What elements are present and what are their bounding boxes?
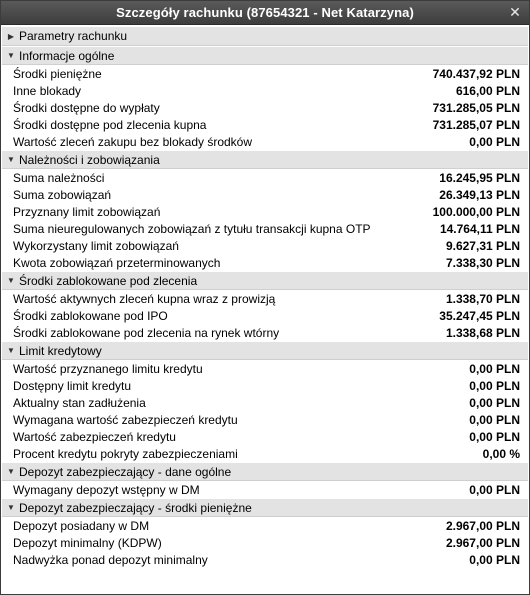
detail-value: 2.967,00 PLN [445, 535, 520, 550]
detail-label: Depozyt minimalny (KDPW) [13, 535, 162, 550]
triangle-down-icon[interactable]: ▼ [7, 276, 15, 285]
detail-value: 7.338,30 PLN [445, 255, 520, 270]
detail-label: Środki pieniężne [13, 66, 102, 81]
triangle-down-icon[interactable]: ▼ [7, 155, 15, 164]
triangle-down-icon[interactable]: ▼ [7, 503, 15, 512]
detail-value: 35.247,45 PLN [439, 308, 520, 323]
detail-value: 2.967,00 PLN [445, 518, 520, 533]
detail-row [2, 254, 528, 271]
detail-row [2, 360, 528, 377]
detail-row [2, 65, 528, 82]
detail-row [2, 428, 528, 445]
detail-value: 0,00 PLN [469, 552, 520, 567]
detail-label: Dostępny limit kredytu [13, 378, 132, 393]
detail-value: 100.000,00 PLN [432, 204, 520, 219]
detail-label: Suma zobowiązań [13, 187, 112, 202]
triangle-down-icon[interactable]: ▼ [7, 51, 15, 60]
detail-row [2, 237, 528, 254]
detail-label: Suma nieuregulowanych zobowiązań z tytułu transakcji kupna OTP [13, 221, 371, 236]
section-header[interactable] [2, 462, 528, 481]
detail-value: 0,00 PLN [469, 429, 520, 444]
window-title: Szczegóły rachunku (87654321 - Net Katarzyna) [116, 5, 414, 20]
detail-row [2, 203, 528, 220]
detail-value: 16.245,95 PLN [439, 170, 520, 185]
detail-row [2, 534, 528, 551]
section-header[interactable] [2, 341, 528, 360]
detail-label: Inne blokady [13, 83, 82, 98]
triangle-right-icon[interactable]: ▶ [7, 31, 15, 41]
detail-row [2, 517, 528, 534]
detail-row [2, 220, 528, 237]
section-title: Parametry rachunku [19, 29, 128, 43]
detail-row [2, 394, 528, 411]
detail-value: 731.285,07 PLN [432, 117, 520, 132]
detail-row [2, 133, 528, 150]
detail-row [2, 481, 528, 498]
detail-value: 0,00 % [482, 446, 520, 461]
detail-value: 26.349,13 PLN [439, 187, 520, 202]
details-panel [2, 26, 528, 593]
detail-row [2, 324, 528, 341]
section-title: Środki zablokowane pod zlecenia [19, 273, 198, 288]
detail-value: 0,00 PLN [469, 361, 520, 376]
detail-label: Wartość przyznanego limitu kredytu [13, 361, 203, 376]
detail-label: Depozyt posiadany w DM [13, 518, 150, 533]
detail-value: 740.437,92 PLN [432, 66, 520, 81]
detail-value: 1.338,70 PLN [445, 291, 520, 306]
detail-row [2, 307, 528, 324]
detail-row [2, 169, 528, 186]
detail-label: Wartość zabezpieczeń kredytu [13, 429, 176, 444]
detail-value: 14.764,11 PLN [439, 221, 520, 236]
detail-value: 9.627,31 PLN [445, 238, 520, 253]
detail-label: Środki zablokowane pod zlecenia na rynek wtórny [13, 325, 280, 340]
detail-label: Wykorzystany limit zobowiązań [13, 238, 179, 253]
detail-row [2, 290, 528, 307]
section-title: Depozyt zabezpieczający - dane ogólne [19, 464, 232, 479]
detail-value: 0,00 PLN [469, 378, 520, 393]
triangle-down-icon[interactable]: ▼ [7, 467, 15, 476]
triangle-down-icon[interactable]: ▼ [7, 346, 15, 355]
detail-row [2, 186, 528, 203]
close-icon[interactable]: ✕ [509, 4, 521, 20]
detail-row [2, 377, 528, 394]
detail-label: Środki dostępne pod zlecenia kupna [13, 117, 207, 132]
section-header[interactable] [2, 26, 528, 46]
detail-value: 616,00 PLN [455, 83, 520, 98]
detail-row [2, 82, 528, 99]
detail-row [2, 116, 528, 133]
section-header[interactable] [2, 271, 528, 290]
detail-label: Wartość zleceń zakupu bez blokady środków [13, 134, 253, 149]
detail-value: 0,00 PLN [469, 134, 520, 149]
section-title: Należności i zobowiązania [19, 152, 160, 167]
detail-row [2, 445, 528, 462]
detail-value: 0,00 PLN [469, 395, 520, 410]
detail-value: 0,00 PLN [469, 482, 520, 497]
detail-label: Środki dostępne do wypłaty [13, 100, 160, 115]
detail-row [2, 411, 528, 428]
detail-value: 731.285,05 PLN [432, 100, 520, 115]
detail-label: Przyznany limit zobowiązań [13, 204, 161, 219]
section-title: Depozyt zabezpieczający - środki pieniężne [19, 500, 252, 515]
section-header[interactable] [2, 46, 528, 65]
section-header[interactable] [2, 498, 528, 517]
detail-row [2, 551, 528, 568]
section-title: Informacje ogólne [19, 48, 115, 63]
detail-value: 1.338,68 PLN [445, 325, 520, 340]
detail-label: Wartość aktywnych zleceń kupna wraz z prowizją [13, 291, 276, 306]
detail-row [2, 99, 528, 116]
detail-label: Nadwyżka ponad depozyt minimalny [13, 552, 208, 567]
detail-value: 0,00 PLN [469, 412, 520, 427]
detail-label: Procent kredytu pokryty zabezpieczeniami [13, 446, 238, 461]
detail-label: Aktualny stan zadłużenia [13, 395, 146, 410]
detail-label: Suma należności [13, 170, 105, 185]
title-bar[interactable] [1, 1, 529, 25]
detail-label: Wymagana wartość zabezpieczeń kredytu [13, 412, 238, 427]
section-title: Limit kredytowy [19, 343, 102, 358]
detail-label: Wymagany depozyt wstępny w DM [13, 482, 200, 497]
detail-label: Środki zablokowane pod IPO [13, 308, 168, 323]
section-header[interactable] [2, 150, 528, 169]
detail-label: Kwota zobowiązań przeterminowanych [13, 255, 221, 270]
